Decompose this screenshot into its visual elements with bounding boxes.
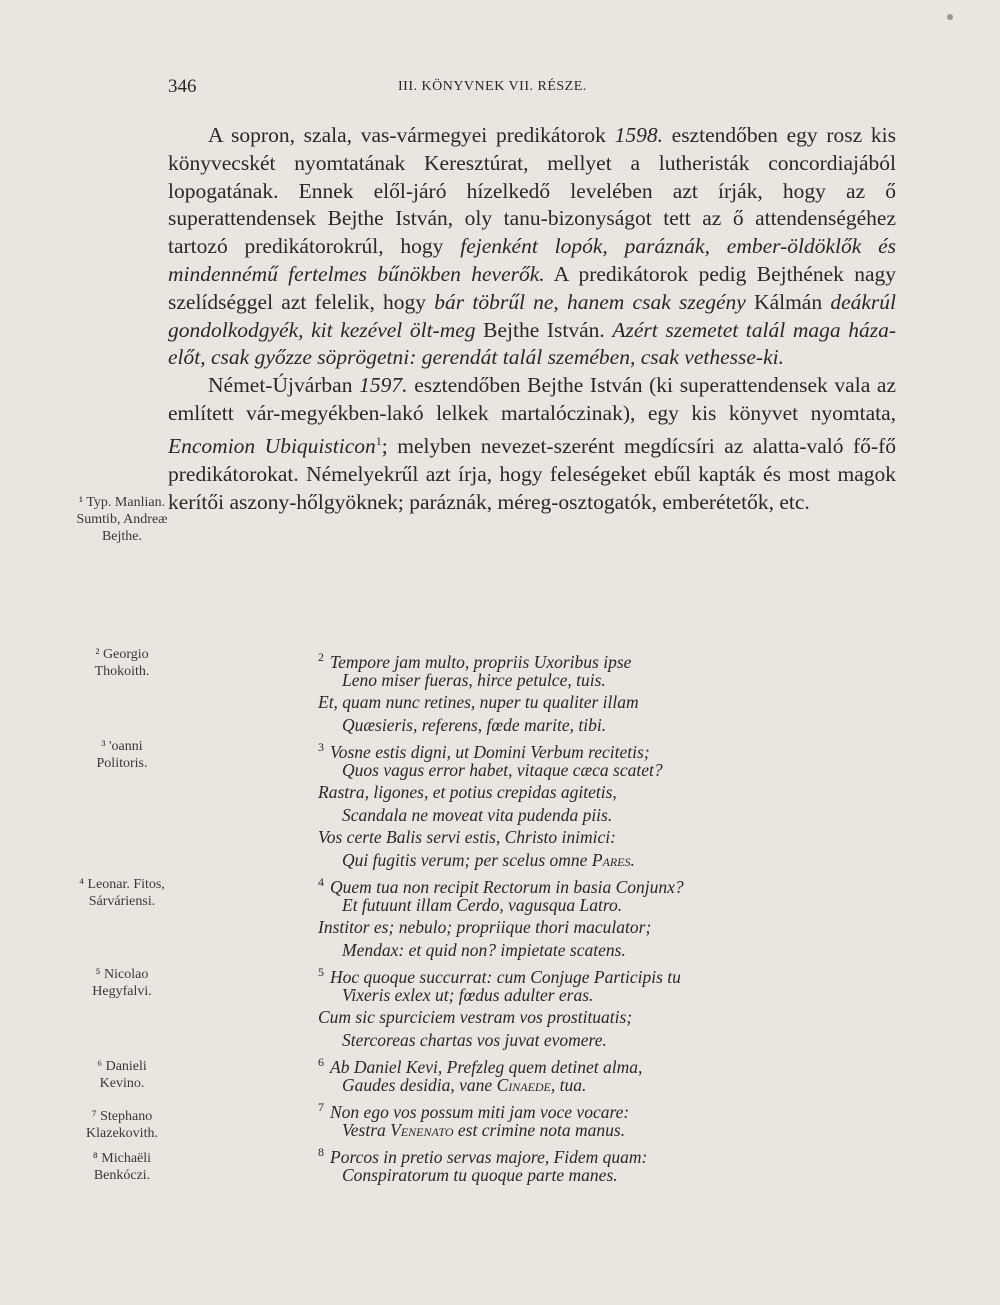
quote-italic: deákrúl gondolkodgyék, kit kezével ölt-meg [168,289,896,342]
footnote-number: 7 [318,1100,324,1114]
main-text [168,122,896,516]
verse-text: Tempore jam multo, propriis Uxoribus ipse [330,651,632,672]
text-run: A sopron, szala, vas-vármegyei predikátorok [208,123,615,147]
poem-line [318,736,908,762]
quote-italic: fejenként lopók, paráznák, ember-öldöklők és mindennémű fertelmes bűnökben heverők. [168,234,896,286]
margin-note: ⁸ Michaëli Benkóczi. [92,1151,152,1183]
margin-note: ¹ Typ. Manlian. Sumtib, Andreæ Bejthe. [76,495,168,544]
paragraph-2 [168,372,896,516]
year-italic: 1598. [614,123,663,147]
text-run: esztendőben Bejthe István (ki superattendensek vala az említett vár-megyékben-lakó lelkek martalóczinak), egy kis könyvet nyomtata, [168,373,896,425]
text-run: A predikátorok pedig Bejthének nagy szelídséggel azt felelik, hogy [168,261,897,314]
verse-text: Ab Daniel Kevi, Prefzleg quem detinet alma, [330,1056,643,1077]
footnote-number: 8 [318,1145,324,1159]
verse-text: Porcos in pretio servas majore, Fidem quam: [330,1146,648,1167]
verse-text: Qui fugitis verum; per scelus omne [342,849,592,870]
poem-line [318,916,908,939]
poem-line [318,1006,908,1029]
poem-line [318,781,908,804]
poem-line [318,1096,908,1122]
poem-line [318,1029,908,1052]
poem-line [318,961,908,987]
verse-text: Vixeris exlex ut; fœdus adulter eras. [342,984,594,1005]
verse-text: Non ego vos possum miti jam voce vocare: [330,1101,630,1122]
poem-line [318,1051,908,1077]
footnote-ref: 1 [375,433,382,448]
poem-line [318,759,908,782]
poem-line [318,871,908,897]
poem-line [318,691,908,714]
poem-line [318,1141,908,1167]
paragraph-1 [168,122,896,372]
running-head: III. KÖNYVNEK VII. RÉSZE. [398,79,587,94]
small-caps-word: Cinaede, [496,1074,556,1095]
poem-line [318,1164,908,1187]
poem-line [318,826,908,849]
verse-text: Vestra [342,1119,391,1140]
footnote-number: 6 [318,1055,324,1069]
verse-text: Gaudes desidia, vane [342,1074,497,1095]
verse-text: Et futuunt illam Cerdo, vagusqua Latro. [342,894,623,915]
text-run: ; melyben nevezet-szerént megdícsíri az alatta-való fő-fő predikátorokat. Némelyekrűl azt írja, hogy feleségeket ebűl kapták és most magok kerítői aszony-hőlgyöknek; paráznák, méreg-osztogatók, emberétetők, etc. [168,433,896,514]
footnote-number: 2 [318,650,324,664]
margin-note: ² Georgio Thokoith. [94,647,150,679]
margin-note: ⁴ Leonar. Fitos, Sárváriensi. [79,877,165,909]
margin-note: ³ 'oanni Politoris. [96,739,148,771]
poem-line [318,646,908,672]
verse-text: Rastra, ligones, et potius crepidas agitetis, [318,782,617,802]
small-caps-word: Venenato [390,1119,454,1140]
footnote-number: 4 [318,875,324,889]
margin-note: ⁶ Danieli Kevino. [97,1059,147,1091]
poem-line [318,714,908,737]
poem-line [318,804,908,827]
verse-text: Hoc quoque succurrat: cum Conjuge Participis tu [330,966,681,987]
verse-text: Quem tua non recipit Rectorum in basia Conjunx? [330,876,684,897]
footnote-number: 3 [318,740,324,754]
page-number: 346 [168,76,197,97]
latin-epigrams [318,646,908,1186]
quote-italic: bár töbrűl ne, hanem csak szegény [434,289,746,314]
verse-text: est crimine nota manus. [453,1119,626,1140]
verse-text: Vosne estis digni, ut Domini Verbum recitetis; [330,741,650,762]
poem-line [318,894,908,917]
page-header [168,76,898,100]
verse-text: Institor es; nebulo; propriique thori maculator; [318,917,652,937]
margin-notes [0,0,170,1305]
verse-text: Vos certe Balis servi estis, Christo inimici: [318,827,616,847]
book-title-italic: Encomion Ubiquisticon [168,433,376,458]
small-caps-word: Pares. [591,849,635,870]
verse-text: tua. [555,1074,587,1095]
verse-text: Et, quam nunc retines, nuper tu qualiter illam [318,692,639,712]
text-run: esztendőben egy rosz kis könyvecskét nyomtatának Keresztúrat, mellyet a lutheristák concordiajából lopogatának. Ennek elől-járó hízelkedő levelében azt írják, hogy az ő superattendensek Bejthe István, oly tanu-bizonyságot tett az ő attendenségéhez tartozó predikátorokrúl, hogy [168,123,896,259]
margin-note: ⁷ Stephano Klazekovith. [86,1109,158,1141]
verse-text: Stercoreas chartas vos juvat evomere. [342,1029,607,1050]
verse-text: Mendax: et quid non? impietate scatens. [342,939,626,960]
text-run: Német-Újvárban [208,373,360,398]
poem-line [318,1119,908,1142]
text-run: Bejthe István. [475,317,613,342]
ink-speck [947,14,953,20]
poem-line [318,939,908,962]
margin-note: ⁵ Nicolao Hegyfalvi. [92,967,152,999]
verse-text: Quos vagus error habet, vitaque cæca scatet? [342,759,663,780]
footnote-number: 5 [318,965,324,979]
quote-italic: Azért szemetet talál maga háza-előt, csak győzze söprögetni: gerendát talál szemében, csak vethesse-ki. [168,317,896,370]
poem-line [318,849,908,872]
verse-text: Cum sic spurciciem vestram vos prostituatis; [318,1007,633,1027]
verse-text: Quæsieris, referens, fœde marite, tibi. [342,714,607,735]
verse-text: Scandala ne moveat vita pudenda piis. [342,804,613,825]
verse-text: Leno miser fueras, hirce petulce, tuis. [342,669,606,690]
year-italic: 1597. [359,373,408,398]
verse-text: Conspiratorum tu quoque parte manes. [342,1164,618,1185]
text-run: Kálmán [745,289,831,314]
